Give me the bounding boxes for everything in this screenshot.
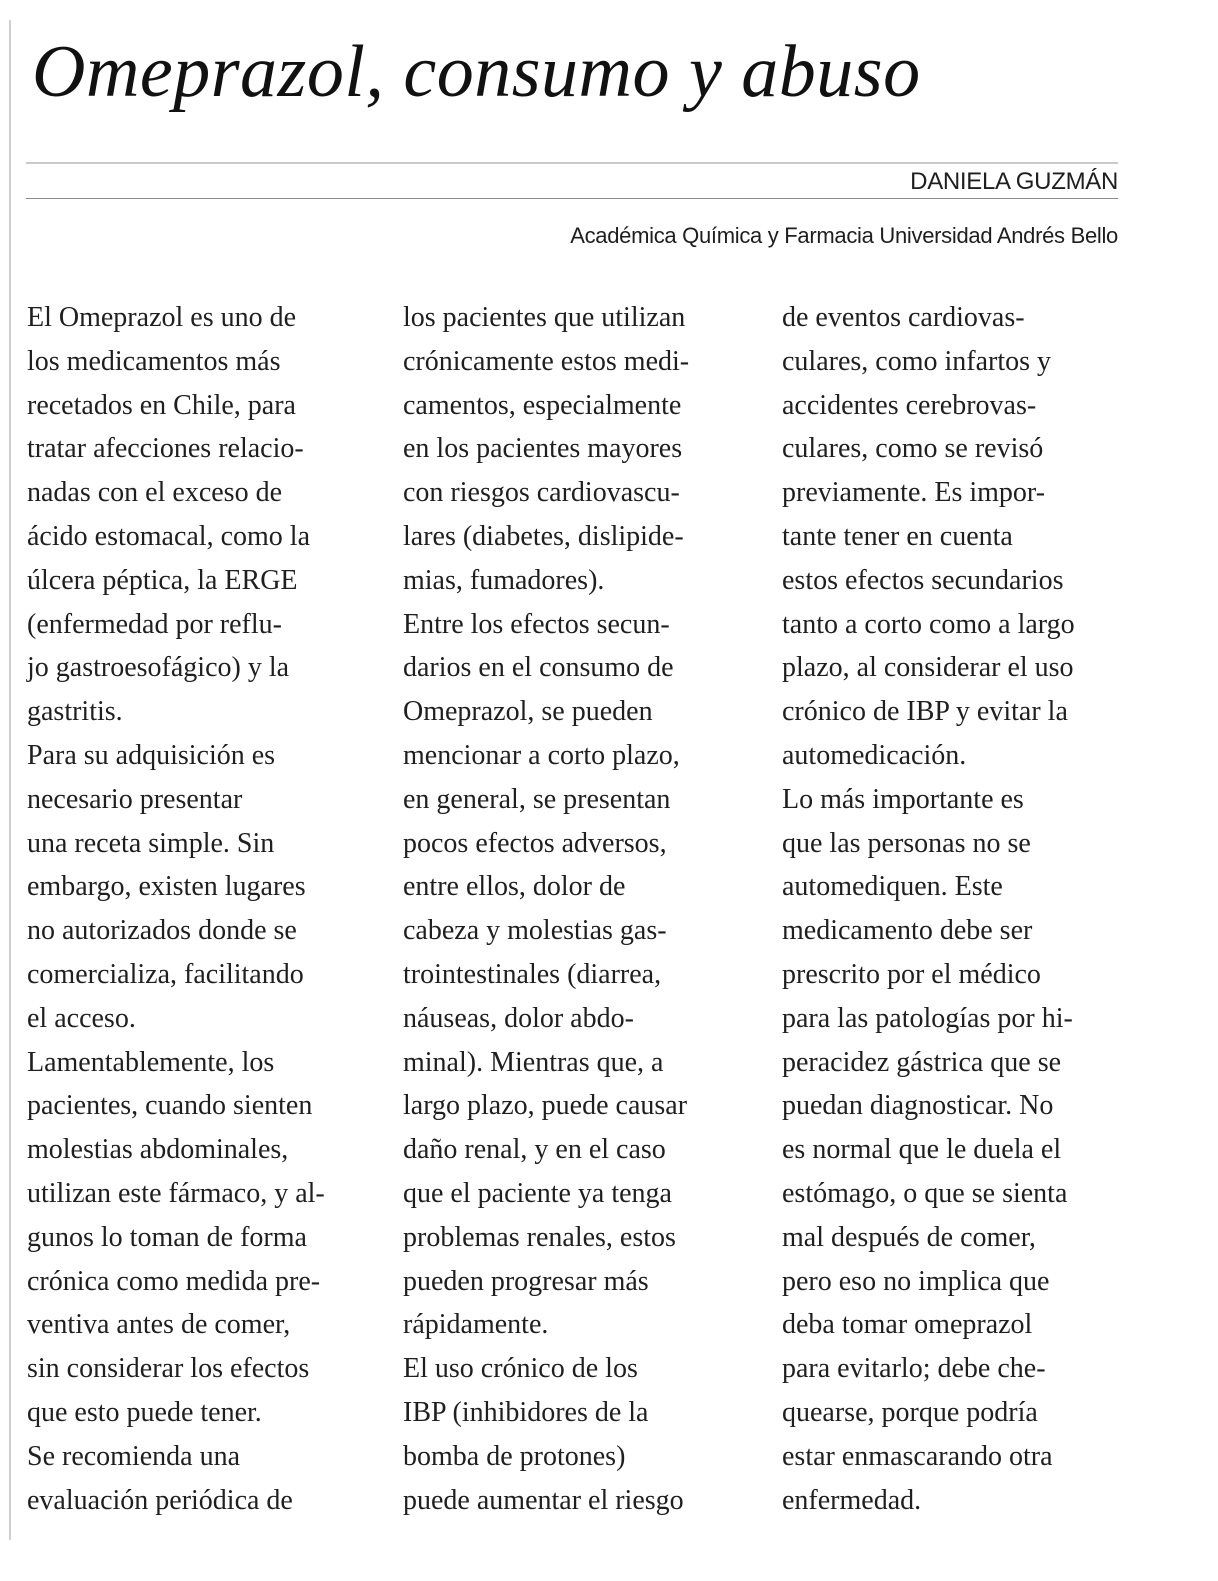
text-line: (enfermedad por reflu-	[27, 608, 282, 640]
text-line: lares (diabetes, dislipide-	[403, 520, 684, 552]
text-line: estos efectos secundarios	[782, 564, 1064, 596]
text-line: minal). Mientras que, a	[403, 1046, 664, 1078]
text-line: los medicamentos más	[27, 345, 281, 377]
text-line: embargo, existen lugares	[27, 871, 306, 903]
text-line: de eventos cardiovas-	[782, 302, 1025, 333]
text-line: medicamento debe ser	[782, 915, 1033, 947]
text-line: úlcera péptica, la ERGE	[27, 564, 298, 596]
header-rule-bottom	[26, 198, 1118, 199]
text-line: Lo más importante es	[782, 783, 1024, 815]
text-line: enfermedad.	[782, 1484, 922, 1516]
text-line: entre ellos, dolor de	[403, 871, 626, 903]
text-line: culares, como infartos y	[782, 345, 1052, 377]
text-line: cabeza y molestias gas-	[403, 915, 667, 947]
text-line: mias, fumadores).	[403, 564, 605, 596]
author-name: DANIELA GUZMÁN	[910, 168, 1118, 195]
text-line: molestias abdominales,	[27, 1134, 289, 1166]
text-line: para evitarlo; debe che-	[782, 1353, 1046, 1385]
text-line: comercializa, facilitando	[27, 958, 304, 990]
author-affiliation: Académica Química y Farmacia Universidad Andrés Bello	[570, 223, 1118, 248]
text-line: no autorizados donde se	[27, 915, 297, 947]
text-line: pero eso no implica que	[782, 1265, 1050, 1297]
text-line: Omeprazol, se pueden	[403, 696, 653, 728]
text-line: crónica como medida pre-	[27, 1265, 321, 1297]
text-line: los pacientes que utilizan	[403, 302, 686, 333]
text-line: gastritis.	[27, 696, 123, 728]
text-line: tratar afecciones relacio-	[27, 433, 304, 465]
text-line: estar enmascarando otra	[782, 1440, 1053, 1472]
text-line: Entre los efectos secun-	[403, 608, 670, 640]
text-line: ácido estomacal, como la	[27, 520, 310, 552]
left-margin-rule	[9, 20, 11, 1540]
text-line: deba tomar omeprazol	[782, 1309, 1033, 1341]
text-line: utilizan este fármaco, y al-	[27, 1177, 325, 1209]
text-column-2	[403, 296, 763, 1522]
text-line: mal después de comer,	[782, 1221, 1036, 1253]
text-line: recetados en Chile, para	[27, 389, 296, 421]
header-rule-top	[26, 162, 1118, 164]
text-line: para las patologías por hi-	[782, 1002, 1073, 1034]
text-line: es normal que le duela el	[782, 1134, 1062, 1166]
text-line: que las personas no se	[782, 827, 1031, 859]
text-line: automedicación.	[782, 739, 967, 771]
text-line: tanto a corto como a largo	[782, 608, 1075, 640]
text-line: Para su adquisición es	[27, 739, 276, 771]
text-line: que esto puede tener.	[27, 1396, 262, 1428]
text-line: Se recomienda una	[27, 1440, 241, 1472]
text-line: crónico de IBP y evitar la	[782, 696, 1068, 728]
text-line: mencionar a corto plazo,	[403, 739, 680, 771]
text-line: con riesgos cardiovascu-	[403, 477, 680, 509]
text-line: peracidez gástrica que se	[782, 1046, 1062, 1078]
text-line: largo plazo, puede causar	[403, 1090, 688, 1122]
text-line: camentos, especialmente	[403, 389, 682, 421]
text-line: darios en el consumo de	[403, 652, 674, 684]
text-line: El uso crónico de los	[403, 1353, 638, 1385]
text-line: náuseas, dolor abdo-	[403, 1002, 634, 1034]
text-line: plazo, al considerar el uso	[782, 652, 1074, 684]
text-line: accidentes cerebrovas-	[782, 389, 1037, 421]
text-line: jo gastroesofágico) y la	[27, 652, 290, 684]
text-line: bomba de protones)	[403, 1440, 626, 1472]
text-line: estómago, o que se sienta	[782, 1177, 1068, 1209]
text-line: pueden progresar más	[403, 1265, 649, 1297]
article-title: Omeprazol, consumo y abuso	[32, 31, 921, 113]
text-line: sin considerar los efectos	[27, 1353, 310, 1385]
text-line: trointestinales (diarrea,	[403, 958, 662, 990]
text-line: previamente. Es impor-	[782, 477, 1046, 509]
text-line: ventiva antes de comer,	[27, 1309, 291, 1341]
text-line: Lamentablemente, los	[27, 1046, 275, 1078]
text-line: puedan diagnosticar. No	[782, 1090, 1054, 1122]
text-line: problemas renales, estos	[403, 1221, 676, 1253]
text-line: pocos efectos adversos,	[403, 827, 667, 859]
text-line: IBP (inhibidores de la	[403, 1396, 649, 1428]
text-line: pacientes, cuando sienten	[27, 1090, 313, 1122]
text-line: tante tener en cuenta	[782, 520, 1013, 552]
text-line: que el paciente ya tenga	[403, 1177, 672, 1209]
text-line: automediquen. Este	[782, 871, 1003, 903]
text-line: El Omeprazol es uno de	[27, 302, 297, 333]
text-line: crónicamente estos medi-	[403, 345, 690, 377]
text-line: necesario presentar	[27, 783, 243, 815]
text-line: quearse, porque podría	[782, 1396, 1038, 1428]
text-line: una receta simple. Sin	[27, 827, 275, 859]
text-line: evaluación periódica de	[27, 1484, 293, 1516]
text-line: gunos lo toman de forma	[27, 1221, 307, 1253]
text-column-1	[27, 296, 387, 1522]
text-line: puede aumentar el riesgo	[403, 1484, 684, 1516]
text-column-3	[782, 296, 1142, 1522]
text-line: nadas con el exceso de	[27, 477, 282, 509]
text-line: el acceso.	[27, 1002, 136, 1034]
text-line: en los pacientes mayores	[403, 433, 683, 465]
text-line: culares, como se revisó	[782, 433, 1044, 465]
text-line: en general, se presentan	[403, 783, 671, 815]
text-line: prescrito por el médico	[782, 958, 1041, 990]
text-line: rápidamente.	[403, 1309, 549, 1341]
text-line: daño renal, y en el caso	[403, 1134, 666, 1166]
